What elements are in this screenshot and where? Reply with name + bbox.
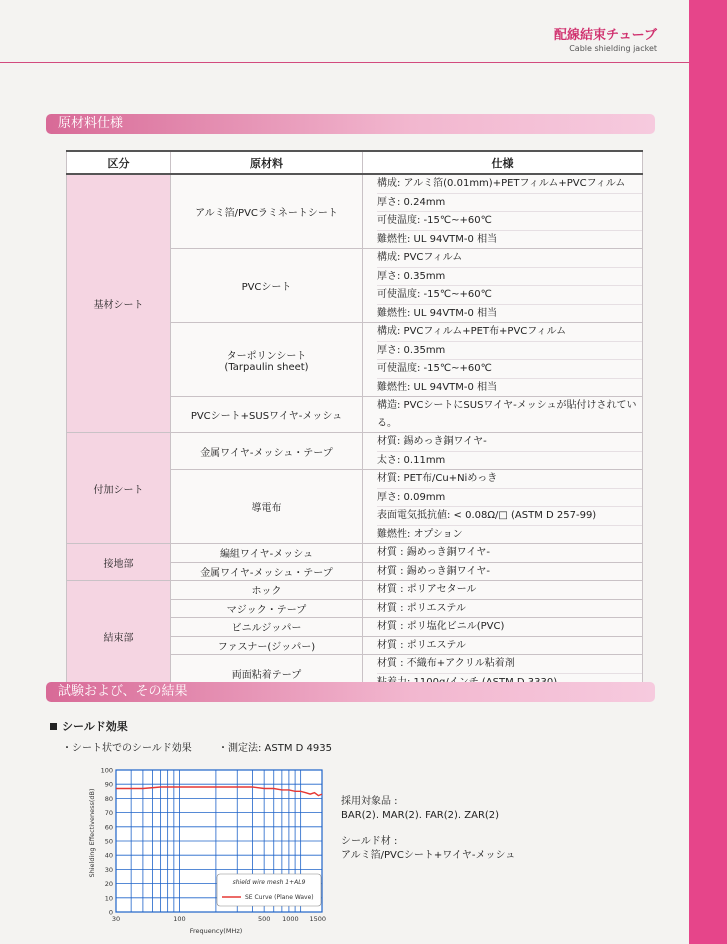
target-products-value: BAR(2). MAR(2). FAR(2). ZAR(2) [341, 810, 500, 821]
spec-cell [363, 618, 643, 637]
spec-line: 材質 : 錫めっき銅ワイヤ- [377, 565, 490, 577]
y-tick-label: 30 [104, 865, 113, 874]
material-cell: 両面粘着テープ [171, 655, 363, 692]
page-subtitle: Cable shielding jacket [569, 44, 657, 53]
material-cell: アルミ箔/PVCラミネートシート [171, 174, 363, 249]
table-header-row [67, 151, 643, 174]
spec-line: 可使温度: -15℃~+60℃ [377, 286, 642, 305]
material-cell: マジック・テープ [171, 599, 363, 618]
y-tick-label: 40 [104, 851, 113, 860]
spec-line: 構成: PVCフィルム+PET布+PVCフィルム [377, 323, 642, 342]
material-cell: 編組ワイヤ-メッシュ [171, 544, 363, 563]
spec-line: 材質: PET布/Cu+Niめっき [377, 470, 642, 489]
table-row [67, 581, 643, 600]
x-tick-label: 30 [111, 915, 121, 923]
y-axis-label: Shielding Effectiveness(dB) [88, 788, 96, 878]
page-title: 配線結束チューブ [554, 28, 657, 43]
spec-line: 厚さ: 0.24mm [377, 194, 642, 213]
spec-cell [363, 599, 643, 618]
table-row [67, 433, 643, 470]
y-tick-label: 80 [104, 794, 113, 803]
spec-cell [363, 470, 643, 544]
section-heading-materials: 原材料仕様 [46, 114, 655, 134]
spec-line: 構成: アルミ箔(0.01mm)+PETフィルム+PVCフィルム [377, 175, 642, 194]
y-tick-label: 20 [104, 880, 113, 889]
spec-cell [363, 581, 643, 600]
x-tick-label: 1500 [309, 915, 326, 923]
material-cell: ファスナー(ジッパー) [171, 636, 363, 655]
spec-cell [363, 249, 643, 323]
category-cell: 付加シート [67, 433, 171, 544]
category-cell: 基材シート [67, 174, 171, 433]
y-tick-label: 100 [100, 766, 113, 775]
y-tick-label: 70 [104, 809, 113, 818]
spec-cell [363, 174, 643, 249]
x-axis-label: Frequency(MHz) [189, 927, 243, 935]
shielding-effectiveness-chart [86, 764, 330, 936]
shield-material-label: シールド材 : [341, 836, 398, 847]
shield-effect-heading: シールド効果 [50, 718, 128, 734]
material-cell: 導電布 [171, 470, 363, 544]
spec-line: 構成: PVCフィルム [377, 249, 642, 268]
spec-line: 可使温度: -15℃~+60℃ [377, 212, 642, 231]
spec-line: 太さ: 0.11mm [377, 454, 446, 466]
spec-line: 材質 : 錫めっき銅ワイヤ- [377, 547, 490, 558]
spec-cell [363, 544, 643, 563]
material-cell: PVCシート [171, 249, 363, 323]
header-divider [0, 62, 689, 63]
shield-item-method: ・測定法: ASTM D 4935 [218, 743, 332, 754]
spec-line: 材質 : ポリエステル [377, 602, 466, 614]
x-tick-label: 100 [173, 915, 186, 923]
category-cell: 結束部 [67, 581, 171, 692]
spec-cell [363, 397, 643, 433]
chart-legend [217, 874, 321, 906]
y-tick-label: 10 [104, 894, 113, 903]
spec-line: 厚さ: 0.35mm [377, 268, 642, 287]
x-tick-label: 1000 [282, 915, 299, 923]
shield-item-sheet: ・シート状でのシールド効果 [62, 743, 192, 754]
spec-cell [363, 323, 643, 397]
side-color-band [689, 0, 727, 944]
x-tick-label: 500 [257, 915, 271, 923]
column-header: 区分 [67, 151, 171, 174]
spec-line: 材質 : ポリ塩化ビニル(PVC) [377, 621, 505, 632]
spec-line: 厚さ: 0.09mm [377, 489, 642, 508]
target-products-label: 採用対象品 : [341, 796, 398, 807]
spec-line: 材質: 錫めっき銅ワイヤ- [377, 433, 642, 452]
material-cell: ターポリンシート (Tarpaulin sheet) [171, 323, 363, 397]
y-tick-label: 50 [104, 837, 113, 846]
table-row [67, 174, 643, 249]
material-cell: ホック [171, 581, 363, 600]
category-cell: 接地部 [67, 544, 171, 581]
y-tick-label: 60 [104, 823, 113, 832]
spec-line: 難燃性: UL 94VTM-0 相当 [377, 307, 498, 319]
spec-line: 難燃性: UL 94VTM-0 相当 [377, 381, 498, 393]
spec-line: 難燃性: UL 94VTM-0 相当 [377, 233, 498, 245]
spec-line: 表面電気抵抗値: < 0.08Ω/□ (ASTM D 257-99) [377, 507, 642, 526]
material-cell: ビニルジッパー [171, 618, 363, 637]
spec-line: 材質 : ポリエステル [377, 639, 466, 651]
material-cell: 金属ワイヤ-メッシュ・テープ [171, 562, 363, 581]
spec-cell [363, 433, 643, 470]
y-tick-label: 90 [104, 780, 113, 789]
spec-line: 材質 : ポリアセタール [377, 584, 477, 595]
spec-cell [363, 562, 643, 581]
material-cell: 金属ワイヤ-メッシュ・テープ [171, 433, 363, 470]
legend-title: shield wire mesh 1+AL9 [232, 879, 306, 886]
column-header: 仕様 [363, 151, 643, 174]
materials-spec-table [66, 150, 643, 692]
material-cell: PVCシート+SUSワイヤ-メッシュ [171, 397, 363, 433]
spec-line: 構造: PVCシートにSUSワイヤ-メッシュが貼付けされている。 [377, 400, 637, 429]
square-bullet-icon [50, 723, 57, 730]
y-tick-label: 0 [108, 908, 113, 917]
column-header: 原材料 [171, 151, 363, 174]
spec-line: 可使温度: -15℃~+60℃ [377, 360, 642, 379]
spec-line: 厚さ: 0.35mm [377, 342, 642, 361]
spec-line: 材質 : 不織布+アクリル粘着剤 [377, 655, 642, 674]
table-row [67, 544, 643, 563]
section-heading-tests: 試験および、その結果 [46, 682, 655, 702]
shield-material-value: アルミ箔/PVCシート+ワイヤ-メッシュ [341, 850, 516, 861]
spec-cell [363, 636, 643, 655]
usage-notes [341, 795, 515, 863]
legend-entry: SE Curve (Plane Wave) [245, 894, 314, 901]
spec-line: 難燃性: オプション [377, 528, 463, 540]
